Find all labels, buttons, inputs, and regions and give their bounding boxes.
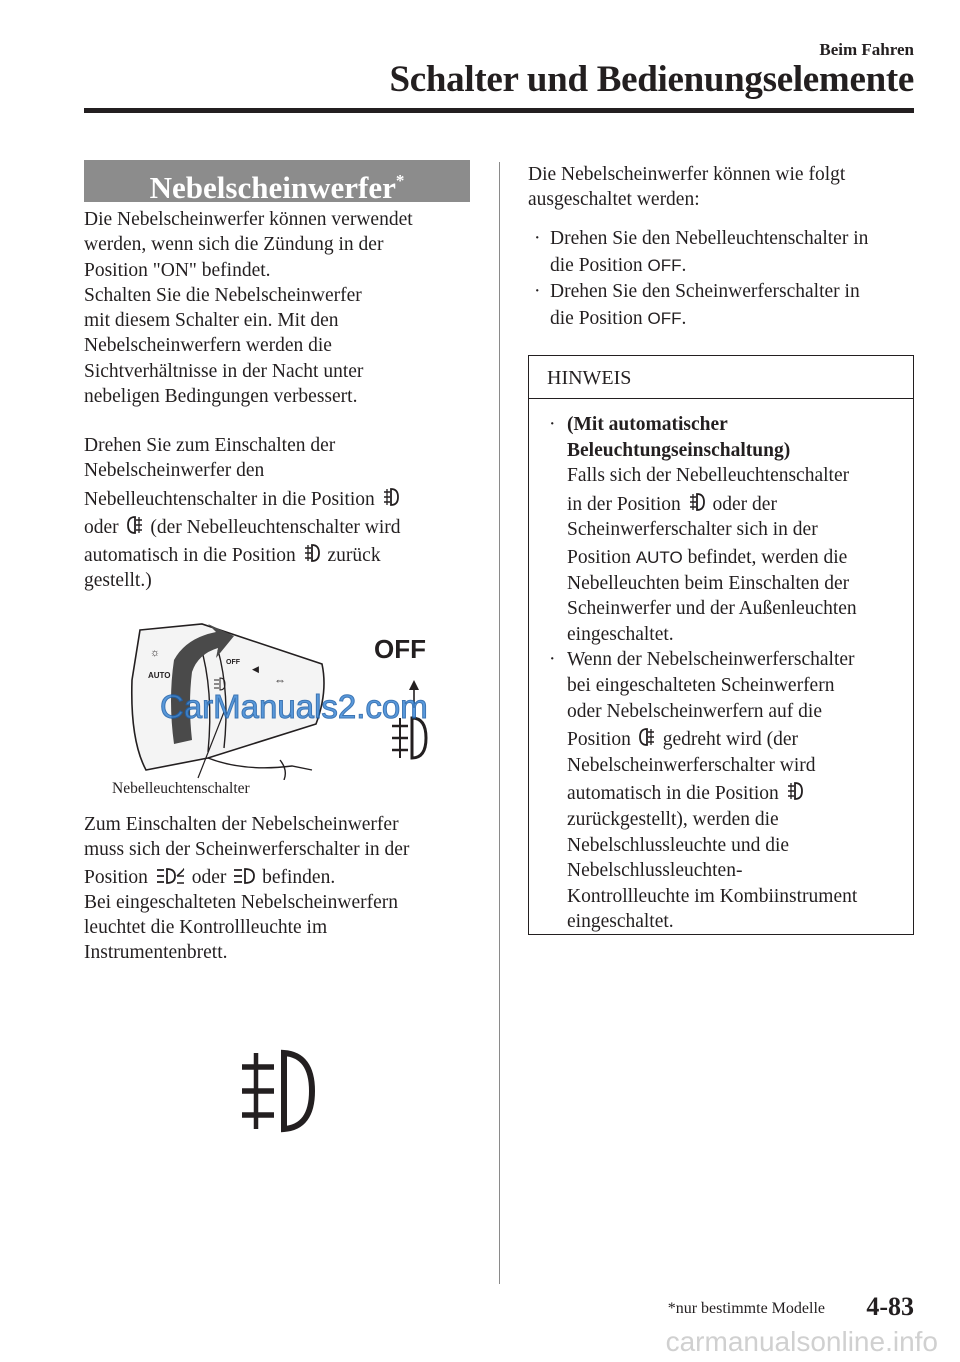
section-label: Beim Fahren — [819, 40, 914, 59]
text-line: Instrumentenbrett. — [84, 942, 228, 964]
text-line: Bei eingeschalteten Nebelscheinwerfern — [84, 891, 399, 913]
text-line: Nebelscheinwerfer den — [84, 460, 265, 482]
list-item: · Drehen Sie den Scheinwerferschalter in die Position OFF. — [534, 280, 860, 329]
off-position-label: OFF — [647, 256, 682, 276]
column-divider — [499, 162, 500, 1284]
section-heading — [84, 160, 470, 205]
list-item: · Drehen Sie den Nebelleuchtenschalter in die Position OFF. — [534, 228, 869, 277]
front-fog-light-icon — [303, 542, 321, 564]
footnote: *nur bestimmte Modelle — [667, 1300, 825, 1317]
auto-position-label: AUTO — [635, 547, 683, 567]
off-position-label: OFF — [374, 634, 426, 664]
note-box — [528, 355, 914, 935]
watermark: CarManuals2.com — [160, 688, 428, 725]
text-line: Nebelscheinwerfern werden die — [84, 335, 332, 357]
figure-caption: Nebelleuchtenschalter — [112, 780, 250, 797]
page-number: 4-83 — [866, 1292, 914, 1321]
front-fog-light-icon — [382, 486, 400, 508]
text-line: mit diesem Schalter ein. Mit den — [84, 310, 339, 332]
text-line: gestellt.) — [84, 570, 152, 592]
parking-light-icon — [155, 866, 185, 886]
switch-off-intro — [528, 162, 918, 213]
text-line: werden, wenn sich die Zündung in der — [84, 234, 384, 256]
off-position-label: OFF — [647, 308, 682, 328]
svg-text:☼: ☼ — [150, 647, 161, 659]
page-title: Schalter und Bedienungselemente — [389, 59, 914, 100]
note-title: HINWEIS — [529, 356, 913, 399]
fog-light-indicator-icon — [238, 1045, 318, 1142]
text-line: automatisch in die Position zurück — [84, 542, 484, 568]
svg-text:◀: ◀ — [252, 664, 259, 674]
rear-fog-light-icon — [638, 726, 656, 748]
front-fog-light-icon — [688, 491, 706, 513]
text-line: ausgeschaltet werden: — [528, 189, 700, 211]
optional-equipment-marker: * — [395, 171, 405, 190]
switch-off-list — [528, 226, 918, 331]
text-line: Nebelleuchtenschalter in die Position — [84, 486, 484, 512]
switch-on-paragraph — [84, 433, 484, 594]
text-line: oder (der Nebelleuchtenschalter wird — [84, 514, 484, 540]
text-line: leuchtet die Kontrollleuchte im — [84, 917, 328, 939]
intro-paragraph — [84, 207, 484, 409]
text-line: Die Nebelscheinwerfer können verwendet — [84, 209, 413, 230]
text-line: nebeligen Bedingungen verbessert. — [84, 386, 358, 408]
svg-text:⇔: ⇔ — [274, 673, 286, 687]
section-heading-text: Nebelscheinwerfer — [149, 170, 396, 205]
text-line: Position oder befinden. — [84, 866, 336, 888]
site-watermark: carmanualsonline.info — [665, 1326, 938, 1357]
text-line: Sichtverhältnisse in der Nacht unter — [84, 360, 364, 382]
text-line: Schalten Sie die Nebelscheinwerfer — [84, 284, 362, 306]
svg-text:AUTO: AUTO — [148, 671, 171, 680]
text-line: Drehen Sie zum Einschalten der — [84, 435, 336, 456]
note-item: · Wenn der Nebelscheinwerferschalter bei eingeschalteten Scheinwerfern oder Nebelscheinwerfern auf die Position gedreht wird (der Nebelscheinwerferschalter wird automatisch in die Position zurückgestellt), werden die Nebelschlussleuchte und die Nebelschlussleuchten- Kontrollleuchte im Kombiinstrument eingeschaltet. — [549, 649, 858, 933]
text-line: Position "ON" befindet. — [84, 259, 271, 281]
text-line: Die Nebelscheinwerfer können wie folgt — [528, 164, 846, 185]
note-item: · (Mit automatischer Beleuchtungseinschaltung) Falls sich der Nebelleuchtenschalter in der Position oder der Scheinwerferschalter sich in der Position AUTO befindet, werden die Nebelleuchten beim Einschalten der Scheinwerfer und der Außenleuchten eingeschaltet. — [549, 414, 857, 645]
text-line: muss sich der Scheinwerferschalter in der — [84, 839, 410, 861]
headlight-paragraph — [84, 812, 484, 966]
front-fog-light-icon — [786, 780, 804, 802]
headlight-icon — [233, 866, 255, 886]
svg-text:OFF: OFF — [226, 659, 240, 666]
header-rule — [84, 108, 914, 113]
rear-fog-light-icon — [126, 514, 144, 536]
text-line: Zum Einschalten der Nebelscheinwerfer — [84, 814, 399, 835]
